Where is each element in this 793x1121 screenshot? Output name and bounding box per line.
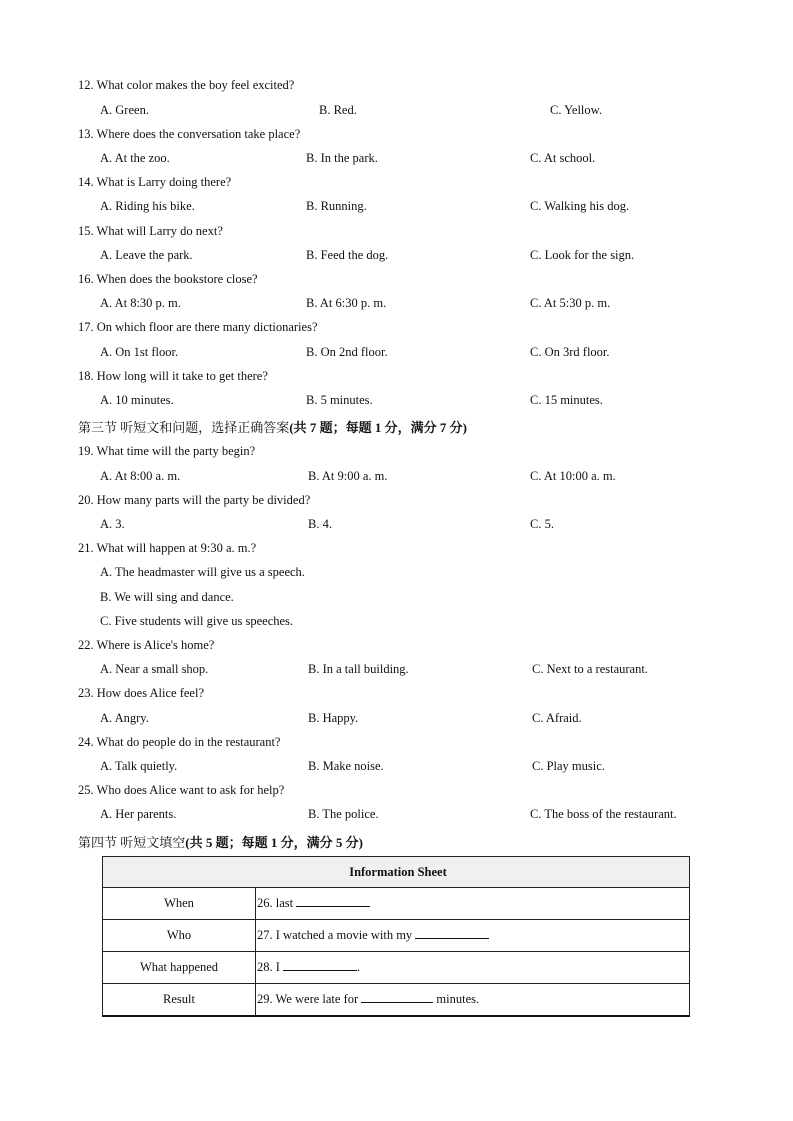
option-22a: A. Near a small shop. [100, 662, 209, 676]
question-23: 23. How does Alice feel? [78, 686, 205, 700]
option-21c: C. Five students will give us speeches. [100, 614, 294, 628]
option-23a: A. Angry. [100, 711, 149, 725]
option-17b: B. On 2nd floor. [306, 345, 388, 359]
option-17c: C. On 3rd floor. [530, 345, 610, 359]
option-23b: B. Happy. [308, 711, 359, 725]
blank-29-prefix: 29. We were late for [257, 992, 359, 1006]
option-19c: C. At 10:00 a. m. [530, 469, 616, 483]
option-24a: A. Talk quietly. [100, 759, 178, 773]
question-13: 13. Where does the conversation take place? [78, 127, 301, 141]
option-18c: C. 15 minutes. [530, 393, 603, 407]
question-14: 14. What is Larry doing there? [78, 175, 232, 189]
option-13a: A. At the zoo. [100, 151, 170, 165]
row-value-what-happened [256, 952, 690, 984]
information-sheet-table [102, 856, 690, 1017]
option-14b: B. Running. [306, 199, 367, 213]
blank-29-suffix: minutes. [436, 992, 480, 1006]
option-22b: B. In a tall building. [308, 662, 409, 676]
table-header-row [103, 857, 690, 888]
option-12b: B. Red. [319, 103, 357, 117]
question-16: 16. When does the bookstore close? [78, 272, 258, 286]
option-16b: B. At 6:30 p. m. [306, 296, 387, 310]
option-22c: C. Next to a restaurant. [532, 662, 648, 676]
answer-blank-28[interactable] [283, 960, 357, 971]
blank-28-suffix: . [357, 960, 361, 974]
question-25: 25. Who does Alice want to ask for help? [78, 783, 285, 797]
section-3-rule: (共 7 题；每题 1 分，满分 7 分) [289, 420, 467, 435]
option-24c: C. Play music. [532, 759, 605, 773]
question-18: 18. How long will it take to get there? [78, 369, 268, 383]
section-3-heading [78, 417, 467, 436]
question-21: 21. What will happen at 9:30 a. m.? [78, 541, 257, 555]
option-16a: A. At 8:30 p. m. [100, 296, 181, 310]
blank-26-prefix: 26. last [257, 896, 294, 910]
option-25a: A. Her parents. [100, 807, 177, 821]
option-20a: A. 3. [100, 517, 125, 531]
row-label-result: Result [103, 984, 256, 1017]
section-4-rule: (共 5 题；每题 1 分，满分 5 分) [185, 835, 363, 850]
option-23c: C. Afraid. [532, 711, 582, 725]
table-row [103, 984, 690, 1017]
option-15b: B. Feed the dog. [306, 248, 389, 262]
option-18b: B. 5 minutes. [306, 393, 373, 407]
option-19b: B. At 9:00 a. m. [308, 469, 388, 483]
row-value-who [256, 920, 690, 952]
row-label-when: When [103, 888, 256, 920]
question-24: 24. What do people do in the restaurant? [78, 735, 281, 749]
row-label-who: Who [103, 920, 256, 952]
question-12: 12. What color makes the boy feel excited? [78, 78, 295, 92]
option-17a: A. On 1st floor. [100, 345, 179, 359]
option-19a: A. At 8:00 a. m. [100, 469, 181, 483]
question-17: 17. On which floor are there many dictionaries? [78, 320, 318, 334]
option-14a: A. Riding his bike. [100, 199, 195, 213]
table-row [103, 952, 690, 984]
table-row [103, 920, 690, 952]
option-15c: C. Look for the sign. [530, 248, 635, 262]
row-label-what-happened: What happened [103, 952, 256, 984]
option-20c: C. 5. [530, 517, 554, 531]
question-15: 15. What will Larry do next? [78, 224, 223, 238]
option-14c: C. Walking his dog. [530, 199, 630, 213]
option-12a: A. Green. [100, 103, 149, 117]
answer-blank-27[interactable] [415, 928, 489, 939]
option-25b: B. The police. [308, 807, 379, 821]
option-12c: C. Yellow. [550, 103, 602, 117]
section-4-title: 第四节 听短文填空 [78, 835, 186, 850]
option-18a: A. 10 minutes. [100, 393, 174, 407]
option-15a: A. Leave the park. [100, 248, 193, 262]
table-header: Information Sheet [103, 857, 690, 888]
option-21b: B. We will sing and dance. [100, 590, 234, 604]
answer-blank-29[interactable] [361, 992, 433, 1003]
row-value-result [256, 984, 690, 1017]
option-20b: B. 4. [308, 517, 332, 531]
option-13c: C. At school. [530, 151, 596, 165]
section-4-heading [78, 832, 363, 851]
section-3-title: 第三节 听短文和问题，选择正确答案 [78, 420, 290, 435]
option-25c: C. The boss of the restaurant. [530, 807, 677, 821]
question-20: 20. How many parts will the party be divided? [78, 493, 311, 507]
table-row [103, 888, 690, 920]
blank-28-prefix: 28. I [257, 960, 280, 974]
question-22: 22. Where is Alice's home? [78, 638, 215, 652]
option-16c: C. At 5:30 p. m. [530, 296, 611, 310]
blank-27-prefix: 27. I watched a movie with my [257, 928, 413, 942]
option-24b: B. Make noise. [308, 759, 384, 773]
row-value-when [256, 888, 690, 920]
answer-blank-26[interactable] [296, 896, 370, 907]
option-21a: A. The headmaster will give us a speech. [100, 565, 305, 579]
question-19: 19. What time will the party begin? [78, 444, 256, 458]
option-13b: B. In the park. [306, 151, 378, 165]
